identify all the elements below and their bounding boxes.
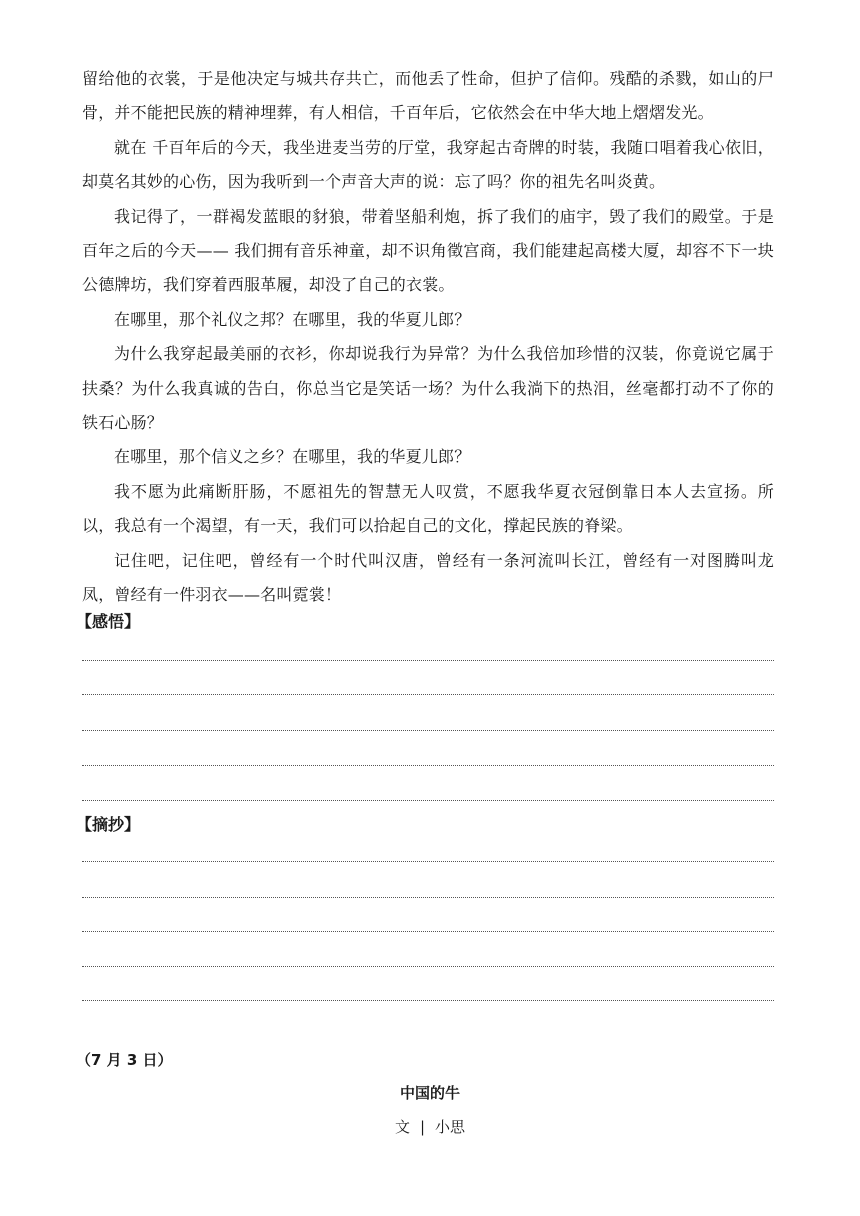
writing-line[interactable] xyxy=(82,730,774,731)
writing-line[interactable] xyxy=(82,966,774,967)
article-title: 中国的牛 xyxy=(399,1084,460,1102)
writing-line[interactable] xyxy=(82,931,774,932)
article-byline xyxy=(0,1116,860,1137)
excerpt-heading: 【摘抄】 xyxy=(76,815,141,834)
writing-line[interactable] xyxy=(82,694,774,695)
author-name: 小思 xyxy=(435,1118,466,1136)
writing-line[interactable] xyxy=(82,765,774,766)
writing-line[interactable] xyxy=(82,660,774,661)
essay-paragraph: 我不愿为此痛断肝肠，不愿祖先的智慧无人叹赏，不愿我华夏衣冠倒靠日本人去宣扬。所以，我总有一个渴望，有一天，我们可以拾起自己的文化，撑起民族的脊梁。 xyxy=(82,481,774,536)
essay-paragraph: 留给他的衣裳，于是他决定与城共存共亡，而他丢了性命，但护了信仰。残酷的杀戮，如山的尸骨，并不能把民族的精神埋葬，有人相信，千百年后，它依然会在中华大地上熠熠发光。 xyxy=(82,69,774,123)
reflection-writing-lines xyxy=(82,642,774,801)
writing-line[interactable] xyxy=(82,897,774,898)
essay-paragraph: 记住吧，记住吧，曾经有一个时代叫汉唐，曾经有一条河流叫长江，曾经有一对图腾叫龙凤，曾经有一件羽衣——名叫霓裳！ xyxy=(82,550,774,605)
essay-body xyxy=(82,62,774,613)
entry-date: （7 月 3 日） xyxy=(76,1051,173,1069)
writing-line[interactable] xyxy=(82,1000,774,1001)
byline-prefix: 文 xyxy=(394,1118,410,1136)
byline-separator: | xyxy=(419,1118,426,1136)
excerpt-writing-lines xyxy=(82,844,774,1001)
essay-paragraph: 就在 千百年后的今天，我坐进麦当劳的厅堂，我穿起古奇牌的时装，我随口唱着我心依旧，却莫名其妙的心伤，因为我听到一个声音大声的说：忘了吗？你的祖先名叫炎黄。 xyxy=(82,137,774,192)
essay-paragraph: 为什么我穿起最美丽的衣衫，你却说我行为异常？为什么我倍加珍惜的汉装，你竟说它属于扶桑？为什么我真诚的告白，你总当它是笑话一场？为什么我淌下的热泪，丝毫都打动不了你的铁石心肠？ xyxy=(82,344,774,433)
writing-line[interactable] xyxy=(82,861,774,862)
essay-paragraph: 在哪里，那个信义之乡？在哪里，我的华夏儿郎？ xyxy=(114,447,471,467)
essay-paragraph: 在哪里，那个礼仪之邦？在哪里，我的华夏儿郎？ xyxy=(114,309,471,329)
writing-line[interactable] xyxy=(82,800,774,801)
essay-paragraph: 我记得了，一群褐发蓝眼的豺狼，带着坚船利炮，拆了我们的庙宇，毁了我们的殿堂。于是百年之后的今天—— 我们拥有音乐神童，却不识角徵宫商，我们能建起高楼大厦，却容不下一块公德牌坊，我们穿着西服革履，却没了自己的衣裳。 xyxy=(82,206,774,295)
reflection-heading: 【感悟】 xyxy=(76,612,141,631)
